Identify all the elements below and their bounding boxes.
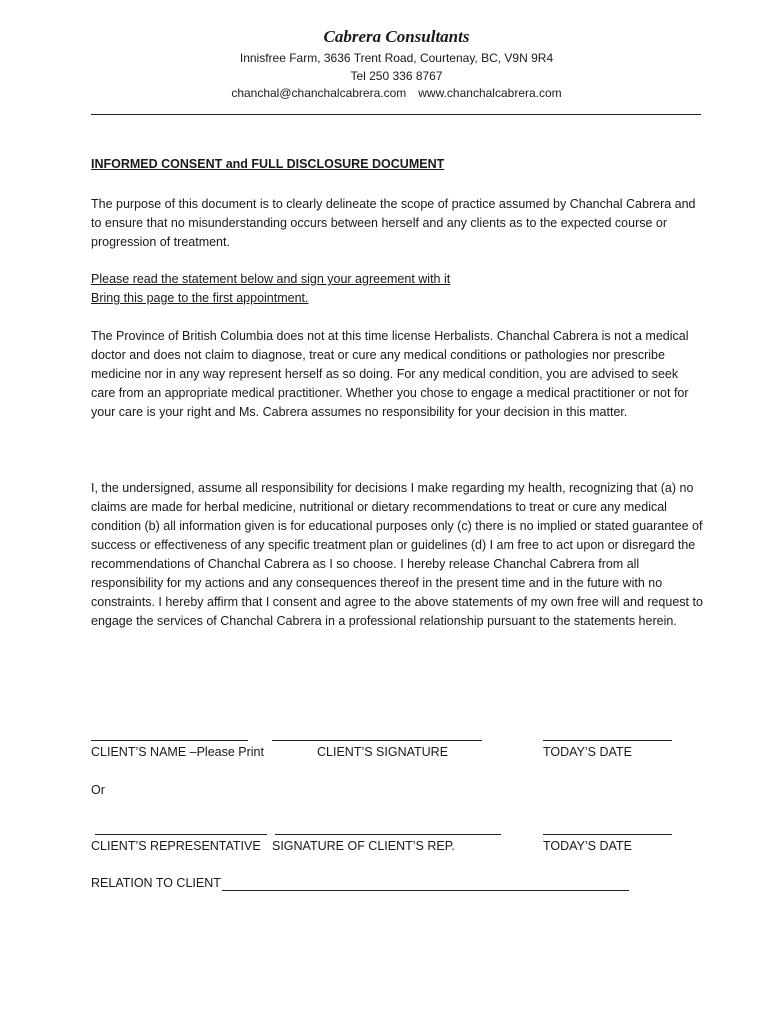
or-text: Or (91, 783, 105, 797)
instruction-line-2: Bring this page to the first appointment. (91, 291, 309, 305)
client-signature-line[interactable] (272, 740, 482, 741)
header-divider (91, 114, 701, 115)
relation-line[interactable] (222, 890, 629, 891)
representative-line[interactable] (95, 834, 267, 835)
company-name: Cabrera Consultants (323, 27, 470, 46)
relation-label: RELATION TO CLIENT (91, 876, 221, 890)
representative-label: CLIENT’S REPRESENTATIVE (91, 839, 261, 853)
disclaimer-paragraph: The Province of British Columbia does not at this time license Herbalists. Chanchal Cabrera is not a medical doctor and does not claim to diagnose, treat or cure any medical conditions or pathologies nor prescribe medicine nor in any way represent herself as so doing. For any medical condition, you are advised to seek care from an appropriate medical practitioner. Whether you chose to engage a medical practitioner or not for your care is your right and Ms. Cabrera assumes no responsibility for your decision in this matter. (91, 329, 689, 419)
company-contacts (0, 86, 770, 100)
rep-signature-label: SIGNATURE OF CLIENT’S REP. (272, 839, 455, 853)
client-signature-label: CLIENT’S SIGNATURE (317, 745, 449, 759)
client-name-line[interactable] (91, 740, 248, 741)
purpose-paragraph: The purpose of this document is to clearly delineate the scope of practice assumed by Chanchal Cabrera and to ensure that no misunderstanding occurs between herself and any clients as to the expected course or progression of treatment. (91, 197, 696, 249)
instructions (91, 270, 703, 308)
agreement-paragraph: I, the undersigned, assume all responsibility for decisions I make regarding my health, recognizing that (a) no claims are made for herbal medicine, nutritional or dietary recommendations to treat or cure any medical condition (b) all information given is for educational purposes only (c) there is no implied or stated guarantee of success or effectiveness of any specific treatment plan or guidelines (d) I am free to act upon or disregard the recommendations of Chanchal Cabrera as I so choose. I hereby release Chanchal Cabrera from all responsibility for my actions and any consequences thereof in the present time and in the future with no constraints. I hereby affirm that I consent and agree to the above statements of my own free will and request to engage the services of Chanchal Cabrera in a professional relationship pursuant to the statements herein. (91, 481, 703, 628)
company-website: www.chanchalcabrera.com (418, 86, 562, 100)
company-address: Innisfree Farm, 3636 Trent Road, Courtenay, BC, V9N 9R4 (239, 51, 554, 65)
company-phone: Tel 250 336 8767 (350, 69, 443, 83)
rep-signature-line[interactable] (275, 834, 501, 835)
company-email: chanchal@chanchalcabrera.com (231, 86, 407, 100)
instruction-line-1: Please read the statement below and sign your agreement with it (91, 272, 451, 286)
date-label-2: TODAY’S DATE (543, 839, 632, 853)
date-line-2[interactable] (543, 834, 672, 835)
date-label: TODAY’S DATE (543, 745, 632, 759)
document-title: INFORMED CONSENT and FULL DISCLOSURE DOCUMENT (91, 157, 445, 171)
date-line[interactable] (543, 740, 672, 741)
client-name-label: CLIENT’S NAME –Please Print (91, 745, 264, 759)
